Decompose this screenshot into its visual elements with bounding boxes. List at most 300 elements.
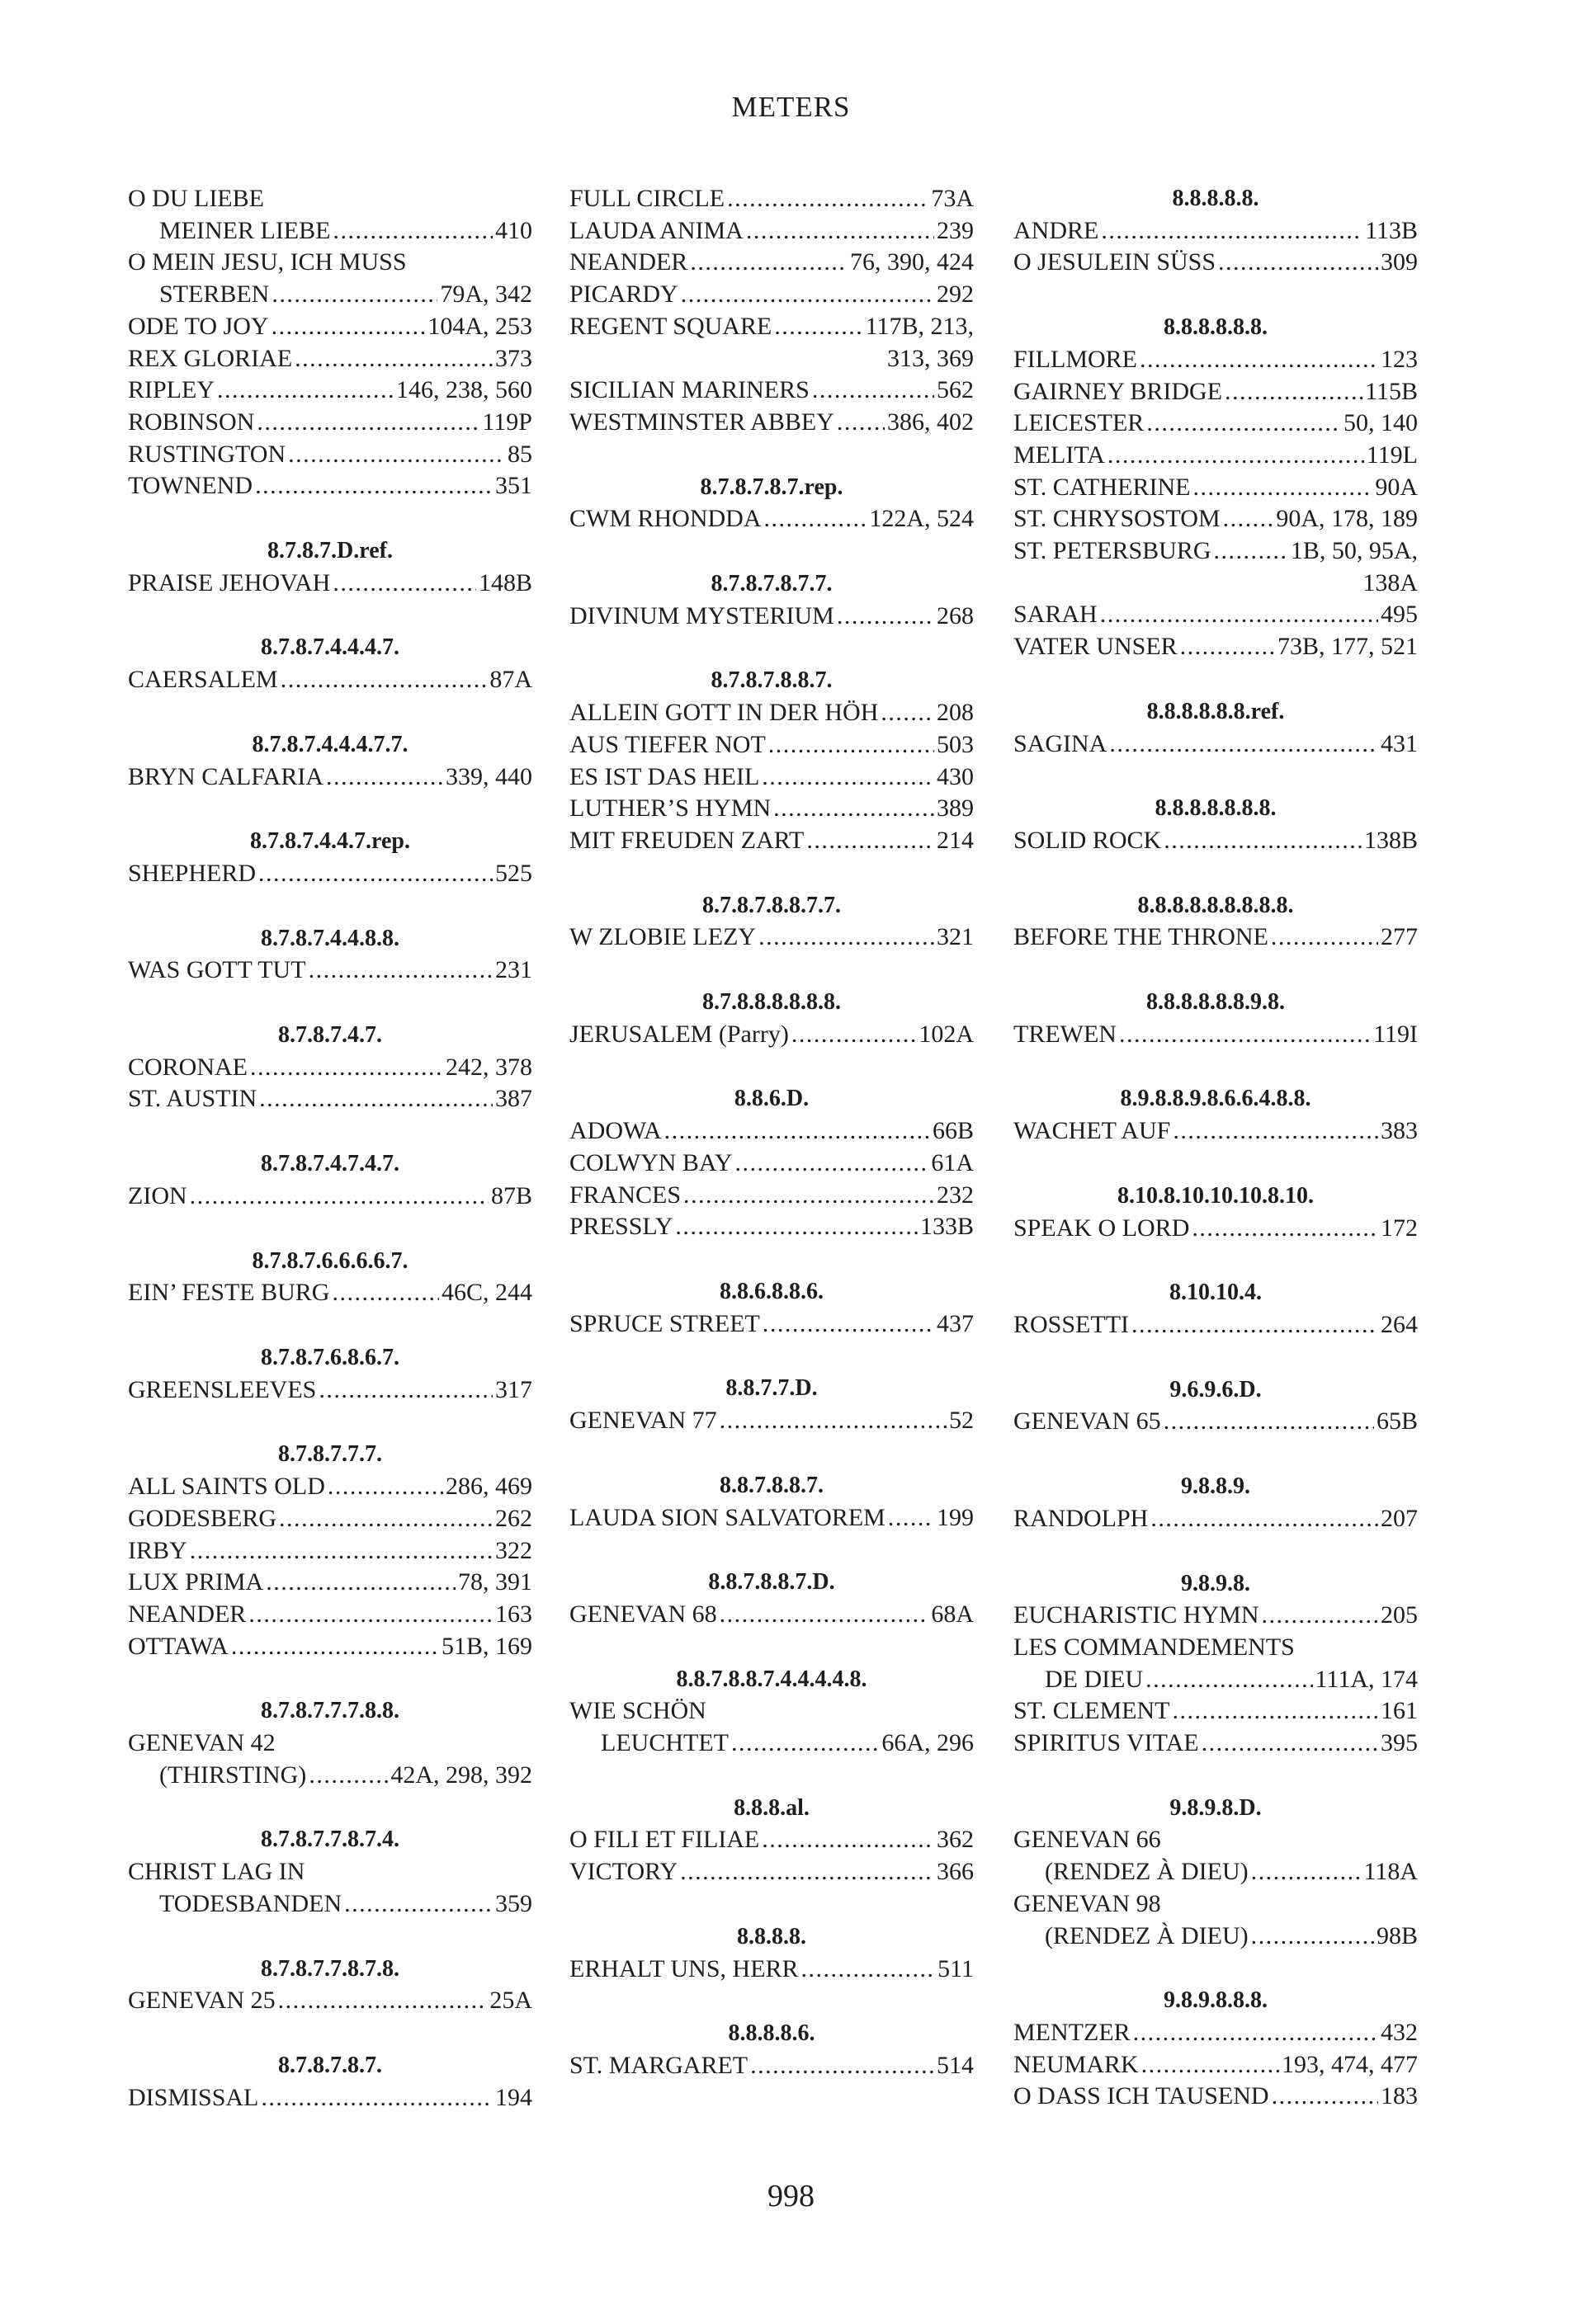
hymn-refs: 362 (937, 1826, 974, 1854)
dot-leader (750, 2050, 934, 2082)
dot-leader (1173, 1115, 1378, 1148)
tune-line (128, 1599, 532, 1631)
dot-leader (1145, 1664, 1312, 1696)
tune-entry (1013, 247, 1418, 279)
meter-section (569, 665, 974, 856)
meter-heading: 8.8.7.8.8.7.4.4.4.4.8. (676, 1666, 867, 1692)
tune-name: REGENT SQUARE (569, 312, 772, 340)
tune-line (128, 1052, 532, 1084)
dot-leader (812, 375, 934, 407)
tune-name: TODESBANDEN (159, 1889, 342, 1917)
tune-name: TOWNEND (128, 472, 253, 500)
dot-leader (258, 858, 493, 890)
tune-entry (1013, 1503, 1418, 1535)
meter-section (128, 1954, 532, 2017)
dot-leader (190, 1535, 493, 1567)
tune-entry (1013, 344, 1418, 376)
tune-name: O MEIN JESU, ICH MUSS (128, 248, 407, 276)
tune-entry (128, 1083, 532, 1115)
tune-entry (569, 279, 974, 311)
tune-line (1013, 408, 1418, 440)
tune-entry (569, 1180, 974, 1212)
tune-entry (569, 247, 974, 279)
hymn-refs: 90A, 178, 189 (1276, 505, 1418, 533)
tune-line (1013, 1600, 1418, 1632)
dot-leader (278, 1985, 488, 2017)
tune-name: LUX PRIMA (128, 1568, 264, 1596)
hymn-refs: 386, 402 (887, 408, 974, 436)
tune-entry (128, 343, 532, 375)
hymn-refs: 373 (495, 344, 532, 372)
tune-line (1013, 1503, 1418, 1535)
dot-leader (1262, 1600, 1378, 1632)
tune-entry (569, 1405, 974, 1437)
hymn-refs: 268 (937, 601, 974, 629)
tune-line (128, 2082, 532, 2114)
tune-name: LEUCHTET (601, 1729, 729, 1757)
tune-line (1013, 2017, 1418, 2049)
tune-name: LUTHER’S HYMN (569, 794, 772, 823)
tune-name: REX GLORIAE (128, 344, 293, 372)
tune-name: GAIRNEY BRIDGE (1013, 377, 1223, 405)
tune-line (128, 279, 532, 311)
tune-name: SPEAK O LORD (1013, 1214, 1190, 1242)
meter-section (128, 1824, 532, 1920)
dot-leader (1146, 408, 1341, 440)
tune-entry (128, 1728, 532, 1791)
dot-leader (762, 761, 934, 794)
tune-name: O DU LIEBE (128, 185, 264, 212)
tune-line (569, 1405, 974, 1437)
tune-line (128, 1985, 532, 2017)
hymn-refs: 194 (495, 2083, 532, 2111)
tune-line (128, 1503, 532, 1535)
meter-heading: 8.7.8.7.4.7.4.7. (261, 1151, 399, 1177)
tune-line (569, 825, 974, 857)
tune-line (128, 407, 532, 439)
hymn-refs: 115B (1365, 377, 1418, 405)
tune-name: IRBY (128, 1536, 187, 1564)
meter-section (1013, 1181, 1418, 1244)
dot-leader (773, 793, 934, 825)
tune-line (569, 183, 974, 215)
meter-heading: 8.8.8.8.8.8.ref. (1146, 698, 1285, 724)
tune-name: GENEVAN 42 (128, 1729, 276, 1757)
dot-leader (768, 729, 934, 761)
tune-name: GENEVAN 25 (128, 1987, 276, 2015)
tune-entry (569, 375, 974, 407)
tune-entry (128, 1599, 532, 1631)
meter-section (128, 1342, 532, 1406)
hymn-refs: 1B, 50, 95A, (1290, 537, 1418, 565)
tune-name: MEINER LIEBE (159, 216, 331, 244)
meter-section (128, 729, 532, 793)
tune-name: VATER UNSER (1013, 633, 1178, 661)
hymn-refs: 61A (931, 1148, 974, 1176)
tune-line (1013, 1309, 1418, 1341)
meter-section (569, 1470, 974, 1534)
tune-entry (1013, 1888, 1418, 1952)
tune-entry (128, 1535, 532, 1567)
hymn-refs: 73B, 177, 521 (1277, 633, 1418, 661)
tune-line (569, 1019, 974, 1051)
hymn-refs: 65B (1376, 1407, 1418, 1435)
tune-name: GENEVAN 66 (1013, 1826, 1161, 1854)
meter-heading: 8.8.7.7.D. (725, 1375, 818, 1402)
tune-entry (569, 1148, 974, 1180)
dot-leader (1272, 2081, 1378, 2113)
dot-leader (720, 1599, 929, 1631)
dot-leader (1172, 1695, 1378, 1728)
tune-entry (569, 1599, 974, 1631)
tune-line (1013, 215, 1418, 247)
tune-entry (1013, 1406, 1418, 1438)
dot-leader (837, 407, 885, 439)
tune-line (1013, 922, 1418, 954)
tune-name: LAUDA SION SALVATOREM (569, 1503, 885, 1531)
tune-line (1013, 1632, 1418, 1664)
hymn-refs: 118A (1363, 1858, 1418, 1886)
meter-heading: 8.7.8.7.8.8.7. (711, 667, 833, 694)
tune-line (128, 1181, 532, 1213)
meter-section (569, 1921, 974, 1985)
tune-line (128, 343, 532, 375)
tune-name: OTTAWA (128, 1632, 229, 1660)
tune-entry (128, 664, 532, 696)
hymn-refs: 214 (937, 826, 974, 854)
tune-name: SARAH (1013, 601, 1098, 629)
hymn-refs: 432 (1381, 2018, 1418, 2046)
dot-leader (881, 697, 934, 729)
meter-heading: 8.7.8.7.8.7.rep. (700, 474, 843, 500)
tune-name: PICARDY (569, 280, 678, 309)
hymn-refs: 525 (495, 859, 532, 887)
tune-name: O FILI ET FILIAE (569, 1826, 760, 1854)
tune-line (569, 279, 974, 311)
dot-leader (727, 183, 928, 215)
dot-leader (1214, 535, 1288, 568)
tune-name: DISMISSAL (128, 2083, 259, 2111)
tune-name: ZION (128, 1181, 187, 1209)
tune-entry (128, 407, 532, 439)
tune-name: ALL SAINTS OLD (128, 1473, 325, 1501)
meter-heading: 8.7.8.7.7.7. (278, 1441, 382, 1468)
tune-name: WAS GOTT TUT (128, 956, 306, 984)
hymn-refs: 351 (495, 472, 532, 500)
hymn-refs: 437 (937, 1309, 974, 1337)
meter-section (569, 1373, 974, 1436)
hymn-refs: 52 (949, 1407, 974, 1435)
tune-name: DE DIEU (1045, 1665, 1144, 1693)
tune-line (128, 1535, 532, 1567)
tune-line (1013, 599, 1418, 631)
dot-leader (683, 1180, 934, 1212)
meter-heading: 8.8.6.8.8.6. (720, 1278, 824, 1304)
dot-leader (333, 568, 476, 600)
tune-entry (1013, 599, 1418, 631)
tune-line (569, 1211, 974, 1243)
meter-heading: 8.7.8.7.6.6.6.6.7. (252, 1247, 408, 1274)
hymn-refs: 85 (508, 440, 532, 468)
dot-leader (774, 311, 862, 343)
meter-section (1013, 793, 1418, 856)
tune-name: ANDRE (1013, 216, 1099, 244)
meter-section (128, 632, 532, 695)
hymn-refs: 511 (937, 1954, 974, 1982)
tune-name: ALLEIN GOTT IN DER HÖH (569, 699, 879, 727)
dot-leader (690, 247, 848, 279)
hymn-refs: 366 (937, 1858, 974, 1886)
tune-name: GENEVAN 68 (569, 1600, 717, 1628)
tune-name: (RENDEZ À DIEU) (1045, 1858, 1249, 1886)
meter-heading: 8.7.8.7.7.8.7.4. (261, 1827, 399, 1853)
meter-heading: 8.7.8.7.7.7.8.8. (261, 1698, 399, 1724)
tune-line (569, 247, 974, 279)
tune-name: DIVINUM MYSTERIUM (569, 601, 834, 629)
meter-heading: 8.9.8.8.9.8.6.6.4.8.8. (1120, 1086, 1311, 1112)
tune-entry (1013, 1600, 1418, 1632)
hymn-refs: 495 (1381, 601, 1418, 629)
hymn-refs: 76, 390, 424 (850, 248, 974, 276)
dot-leader (735, 1148, 929, 1180)
meter-section (1013, 1568, 1418, 1760)
tune-line (128, 568, 532, 600)
tune-line (1013, 2049, 1418, 2081)
tune-line (1013, 344, 1418, 376)
dot-leader (319, 1374, 493, 1407)
tune-entry (569, 729, 974, 761)
meter-section (1013, 183, 1418, 279)
dot-leader (746, 215, 934, 247)
meter-section (1013, 1277, 1418, 1341)
tune-line (1013, 1406, 1418, 1438)
tune-entry (128, 1052, 532, 1084)
tune-name: WESTMINSTER ABBEY (569, 408, 834, 436)
tune-entry (128, 1503, 532, 1535)
hymn-refs: 87A (489, 666, 532, 694)
meter-section (569, 1567, 974, 1630)
meter-section (1013, 1793, 1418, 1953)
hymn-refs: 239 (937, 216, 974, 244)
tune-entry (128, 858, 532, 890)
tune-entry (128, 1631, 532, 1663)
tune-line (128, 1083, 532, 1115)
dot-leader (259, 1083, 493, 1115)
tune-line (128, 375, 532, 407)
tune-name: SICILIAN MARINERS (569, 376, 810, 404)
dot-leader (720, 1405, 947, 1437)
tune-name: O JESULEIN SÜSS (1013, 248, 1216, 276)
tune-line (569, 1502, 974, 1534)
meter-heading: 8.7.8.7.4.4.7.rep. (250, 828, 410, 855)
hymn-refs: 431 (1381, 729, 1418, 757)
tune-entry (1013, 2017, 1418, 2049)
tune-name: ODE TO JOY (128, 312, 269, 340)
tune-entry (128, 1374, 532, 1407)
meter-heading: 8.7.8.7.6.8.6.7. (261, 1344, 399, 1370)
tune-entry (128, 1471, 532, 1503)
tune-name: ES IST DAS HEIL (569, 762, 760, 790)
meter-section (128, 2050, 532, 2114)
tune-line (569, 922, 974, 954)
tune-line (1013, 2081, 1418, 2113)
tune-entry (128, 1277, 532, 1309)
dot-leader (1192, 1213, 1378, 1245)
hymn-refs: 46C, 244 (441, 1279, 532, 1307)
index-column-1 (128, 183, 532, 2147)
tune-entry (569, 215, 974, 247)
meter-heading: 8.8.7.8.8.7.D. (708, 1569, 835, 1596)
tune-entry (128, 955, 532, 987)
tune-entry (128, 439, 532, 471)
tune-entry (1013, 825, 1418, 857)
tune-name: GENEVAN 98 (1013, 1889, 1161, 1917)
tune-entry (1013, 2049, 1418, 2081)
tune-name: WACHET AUF (1013, 1117, 1171, 1145)
hymn-refs: 133B (919, 1213, 974, 1241)
dot-leader (731, 1728, 879, 1760)
tune-line (1013, 376, 1418, 408)
hymn-refs: 25A (489, 1987, 532, 2015)
tune-entry (128, 1985, 532, 2017)
hymn-refs: 205 (1381, 1601, 1418, 1629)
hymn-refs: 172 (1381, 1214, 1418, 1242)
hymn-refs: 286, 469 (446, 1473, 532, 1501)
meter-section (1013, 312, 1418, 663)
tune-entry (569, 311, 974, 375)
dot-leader (1225, 376, 1362, 408)
hymn-refs-continued (569, 343, 974, 375)
tune-line (569, 601, 974, 633)
tune-entry (1013, 631, 1418, 663)
hymn-refs: 146, 238, 560 (396, 376, 532, 404)
hymn-refs: 73A (931, 185, 974, 212)
tune-line (128, 1277, 532, 1309)
dot-leader (1223, 503, 1274, 535)
tune-line (569, 1308, 974, 1341)
meter-section (569, 568, 974, 632)
tune-entry (128, 2082, 532, 2114)
hymn-refs: 430 (937, 762, 974, 790)
tune-name: VICTORY (569, 1858, 678, 1886)
dot-leader (762, 1824, 934, 1856)
meter-heading: 8.7.8.8.8.8.8.8. (702, 989, 841, 1016)
hymn-refs: 51B, 169 (441, 1632, 532, 1660)
hymn-refs: 322 (495, 1536, 532, 1564)
tune-entry (128, 568, 532, 600)
meter-section (569, 183, 974, 439)
tune-name: TREWEN (1013, 1020, 1117, 1048)
dot-leader (1251, 1856, 1362, 1888)
tune-entry (1013, 440, 1418, 472)
tune-line (569, 1824, 974, 1856)
hymn-refs: 138A (1362, 568, 1418, 596)
meter-heading: 8.7.8.7.4.4.4.7. (261, 634, 399, 661)
tune-name: CHRIST LAG IN (128, 1858, 305, 1886)
dot-leader (837, 601, 934, 633)
meter-heading: 8.10.10.4. (1169, 1280, 1262, 1306)
tune-line (128, 183, 532, 215)
tune-line (1013, 825, 1418, 857)
tune-line (569, 729, 974, 761)
tune-line (128, 1856, 532, 1888)
tune-line (1013, 1213, 1418, 1245)
tune-name: ST. CHRYSOSTOM (1013, 505, 1221, 533)
tune-entry (128, 247, 532, 310)
tune-entry (1013, 1824, 1418, 1888)
meter-section (128, 535, 532, 599)
dot-leader (190, 1181, 489, 1213)
meter-heading: 8.7.8.7.D.ref. (267, 538, 393, 564)
meter-section (569, 1276, 974, 1340)
hymn-refs: 292 (937, 280, 974, 309)
tune-line (1013, 1921, 1418, 1953)
hymn-refs: 113B (1365, 216, 1418, 244)
meter-heading: 8.8.8.8. (737, 1923, 806, 1949)
tune-entry (128, 1567, 532, 1599)
tune-name: ADOWA (569, 1117, 662, 1145)
tune-entry (569, 761, 974, 794)
tune-name: SPIRITUS VITAE (1013, 1729, 1199, 1757)
tune-line (569, 1599, 974, 1631)
tune-entry (1013, 376, 1418, 408)
tune-line (1013, 535, 1418, 568)
dot-leader (1140, 344, 1378, 376)
meter-section (128, 1695, 532, 1791)
dot-leader (231, 1631, 439, 1663)
tune-name: GODESBERG (128, 1504, 277, 1532)
meter-section (569, 1793, 974, 1888)
hymn-refs: 119L (1366, 441, 1418, 469)
hymn-refs: 119P (482, 408, 532, 436)
tune-line (1013, 1664, 1418, 1696)
tune-entry (1013, 215, 1418, 247)
dot-leader (1141, 2049, 1279, 2081)
tune-name: GREENSLEEVES (128, 1375, 317, 1403)
meter-section (1013, 696, 1418, 760)
hymn-refs: 277 (1381, 923, 1418, 951)
tune-line (569, 375, 974, 407)
tune-line (128, 439, 532, 471)
tune-name: ROSSETTI (1013, 1310, 1130, 1338)
tune-line (128, 1374, 532, 1407)
tune-line (569, 1180, 974, 1212)
meter-heading: 9.8.9.8. (1181, 1570, 1250, 1596)
dot-leader (1107, 440, 1364, 472)
tune-name: AUS TIEFER NOT (569, 730, 766, 758)
tune-name: FRANCES (569, 1181, 682, 1209)
meter-section (569, 890, 974, 954)
dot-leader (281, 664, 488, 696)
hymn-refs: 87B (490, 1181, 532, 1209)
tune-line (128, 1760, 532, 1792)
tune-name: GENEVAN 65 (1013, 1407, 1161, 1435)
dot-leader (309, 1760, 388, 1792)
tune-line (1013, 440, 1418, 472)
meter-heading: 8.10.8.10.10.10.8.10. (1117, 1182, 1314, 1209)
tune-name: STERBEN (159, 280, 270, 309)
dot-leader (1271, 922, 1378, 954)
meter-heading: 9.6.9.6.D. (1169, 1376, 1262, 1402)
dot-leader (326, 761, 443, 794)
tune-entry (569, 503, 974, 535)
tune-name: ST. AUSTIN (128, 1085, 257, 1113)
tune-line (128, 858, 532, 890)
meter-heading: 8.8.8.al. (734, 1794, 810, 1821)
tune-entry (569, 601, 974, 633)
hymn-refs: 395 (1381, 1729, 1418, 1757)
meter-section (128, 183, 532, 502)
